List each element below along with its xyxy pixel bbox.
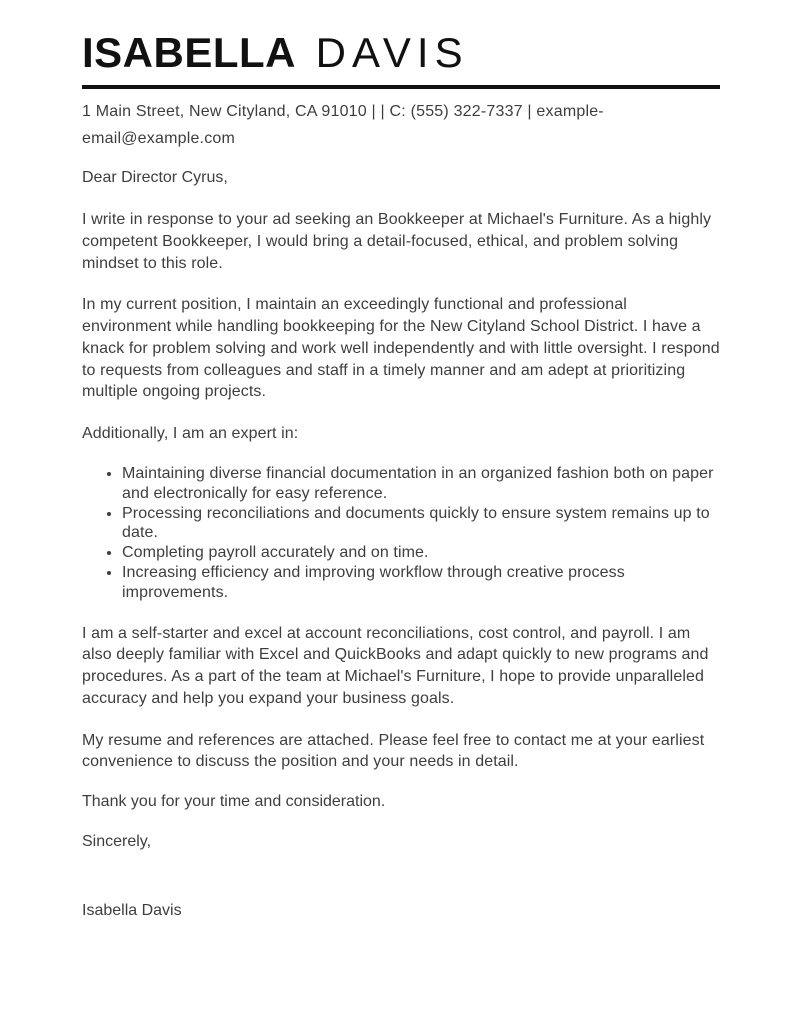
applicant-last-name: DAVIS bbox=[315, 29, 469, 76]
closing-paragraph: My resume and references are attached. Please feel free to contact me at your earliest convenience to discuss the position and your needs in detail. bbox=[82, 731, 705, 771]
contact-info: 1 Main Street, New Cityland, CA 91010 | | C: (555) 322-7337 | example-email@example.com bbox=[82, 103, 604, 148]
expertise-item: • Increasing efficiency and improving workflow through creative process improvements. bbox=[122, 563, 720, 603]
body-paragraph-1: In my current position, I maintain an exceedingly functional and professional environment while handling bookkeeping for the New Cityland School District. I have a knack for problem solving and work well independently and with little oversight. I respond to requests from colleagues and staff in a timely manner and am adept at prioritizing multiple ongoing projects. bbox=[82, 296, 720, 401]
header-divider bbox=[82, 85, 720, 89]
expertise-item: • Maintaining diverse financial documentation in an organized fashion both on paper and electronically for easy reference. bbox=[122, 464, 720, 504]
letter-header bbox=[82, 29, 720, 152]
signoff: Sincerely, bbox=[82, 832, 152, 850]
intro-paragraph: I write in response to your ad seeking an Bookkeeper at Michael's Furniture. As a highly competent Bookkeeper, I would bring a detail-focused, ethical, and problem solving mindset to this role. bbox=[82, 211, 712, 272]
applicant-first-name: ISABELLA bbox=[82, 29, 296, 76]
letter-body bbox=[82, 167, 720, 921]
expertise-list bbox=[82, 464, 720, 603]
expertise-intro: Additionally, I am an expert in: bbox=[82, 425, 299, 443]
signature-name: Isabella Davis bbox=[82, 901, 182, 919]
thank-you-line: Thank you for your time and consideration. bbox=[82, 793, 386, 811]
body-paragraph-2: I am a self-starter and excel at account reconciliations, cost control, and payroll. I am also deeply familiar with Excel and QuickBooks and adapt quickly to new programs and procedures. As a part of the team at Michael's Furniture, I hope to provide unparalleled accuracy and help you expand your business goals. bbox=[82, 624, 709, 707]
applicant-name bbox=[82, 29, 720, 76]
salutation: Dear Director Cyrus, bbox=[82, 169, 228, 187]
expertise-item: • Processing reconciliations and documents quickly to ensure system remains up to date. bbox=[122, 504, 720, 544]
expertise-item: • Completing payroll accurately and on time. bbox=[122, 543, 720, 563]
